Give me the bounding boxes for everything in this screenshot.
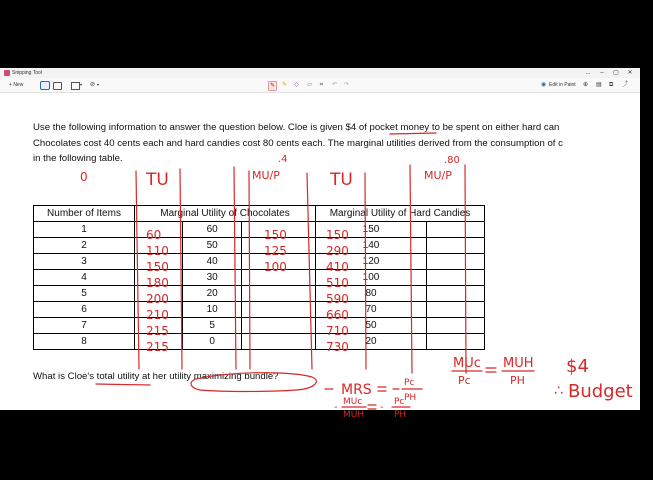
column-line-choc-left (136, 171, 139, 369)
tu-candies-label: TU (330, 170, 353, 190)
new-button[interactable] (9, 78, 23, 92)
highlighter-icon[interactable]: ✎ (281, 82, 288, 88)
circle-utility-maximizing (191, 373, 316, 392)
tu-chocolates-value: 215 (146, 324, 169, 338)
cell-mu-chocolates: 20 (183, 286, 242, 302)
window-title: Snipping Tool (12, 70, 42, 76)
cell-number-of-items: 8 (34, 334, 135, 350)
minimize-button[interactable]: – (600, 70, 604, 76)
column-line-candy-mup-left (410, 165, 412, 373)
tu-candies-value: 410 (326, 260, 349, 274)
tu-chocolates-value: 215 (146, 340, 169, 354)
underline-total-utility (96, 384, 150, 385)
plus-icon: + (9, 82, 12, 88)
column-line-mup-left (234, 167, 236, 369)
cell-mu-hard-candies: 140 (316, 238, 427, 254)
tu-chocolates-value: 60 (146, 228, 162, 242)
cell-mu-chocolates: 5 (183, 318, 242, 334)
more-icon[interactable]: ... (585, 70, 591, 76)
column-line-mup-right (249, 171, 250, 369)
delay-icon[interactable]: ⊘ (90, 82, 96, 88)
therefore-sign: ∴ (554, 383, 563, 399)
column-line-choc-right (180, 169, 182, 369)
budget-word-label: Budget (568, 381, 633, 402)
cell-mu-chocolates: 40 (183, 254, 242, 270)
edit-in-paint-button[interactable]: Edit in Paint (549, 82, 576, 88)
cell-mu-hard-candies: 120 (316, 254, 427, 270)
pc-label: Pc (458, 374, 471, 387)
mu-p-candies-label: MU/P (424, 169, 452, 182)
mu-h-bottom-lhs: MUH (343, 410, 365, 420)
header-number-of-items: Number of Items (34, 206, 135, 222)
paragraph-line: in the following table. (33, 153, 123, 164)
snipping-tool-window (0, 68, 640, 420)
copy-icon[interactable]: ⧉ (609, 82, 614, 88)
cell-number-of-items: 3 (34, 254, 135, 270)
tu-chocolates-value: 210 (146, 308, 169, 322)
price-candies-label: .80 (444, 155, 460, 166)
pc-top-rhs: Pc (394, 397, 405, 407)
screenshot-mode-icon[interactable] (40, 81, 50, 90)
eq-sign-mu-ratio (486, 368, 496, 372)
cell-mu-chocolates: 50 (183, 238, 242, 254)
pen-annotations (0, 93, 640, 420)
undo-icon[interactable]: ↶ (331, 82, 338, 88)
column-line-candy-right (365, 173, 366, 369)
cell-mu-chocolates: 60 (183, 222, 242, 238)
tu-candies-value: 290 (326, 244, 349, 258)
close-button[interactable]: ✕ (627, 70, 633, 76)
eraser-icon[interactable]: ◇ (294, 82, 299, 88)
cell-mu-chocolates: 10 (183, 302, 242, 318)
cell-mu-hard-candies: 150 (316, 222, 427, 238)
tu-candies-value: 730 (326, 340, 349, 354)
snipping-tool-icon (4, 70, 10, 76)
mode-chevron-icon[interactable]: ▾ (80, 82, 83, 87)
column-line-candy-mup-right (465, 165, 466, 373)
tu-chocolates-value: 200 (146, 292, 169, 306)
new-label: New (13, 82, 24, 88)
paragraph-line: Use the following information to answer the question below. Cloe is given $4 of pocket money to be spent on either hard can (33, 122, 560, 133)
tu-candies-value: 150 (326, 228, 349, 242)
eq-sign-mu (368, 405, 376, 409)
ph-label: PH (510, 374, 525, 387)
mu-p-chocolates-label: MU/P (252, 169, 280, 182)
mu-h-label: MUH (503, 356, 534, 371)
cell-mu-hard-candies: 20 (316, 334, 427, 350)
cell-number-of-items: 1 (34, 222, 135, 238)
tu-candies-value: 590 (326, 292, 349, 306)
tu-candies-value: 660 (326, 308, 349, 322)
delay-chevron-icon[interactable]: ▾ (97, 82, 100, 87)
redo-icon[interactable]: ↷ (343, 82, 350, 88)
header-mu-chocolates: Marginal Utility of Chocolates (135, 206, 316, 222)
mrs-label: MRS (341, 382, 372, 398)
zero-label: 0 (80, 170, 88, 184)
paint-icon: ◉ (541, 82, 547, 88)
mu-p-chocolates-value: 125 (264, 244, 287, 258)
zoom-icon[interactable]: ⊕ (583, 82, 589, 88)
tu-candies-value: 510 (326, 276, 349, 290)
toolbar (0, 78, 640, 93)
cell-number-of-items: 5 (34, 286, 135, 302)
snip-canvas (0, 93, 640, 420)
crop-icon[interactable]: ⌗ (319, 82, 324, 88)
cell-number-of-items: 7 (34, 318, 135, 334)
underline-4-dollars (390, 133, 436, 134)
column-line-candy-left (307, 173, 312, 369)
share-icon[interactable]: ⤴ (622, 82, 629, 88)
title-bar (0, 68, 640, 78)
tu-chocolates-value: 150 (146, 260, 169, 274)
mu-c-label: MUc (453, 356, 481, 371)
tu-chocolates-label: TU (146, 170, 169, 190)
neg-sign-pc: - (380, 402, 384, 413)
cell-number-of-items: 6 (34, 302, 135, 318)
cell-number-of-items: 2 (34, 238, 135, 254)
price-chocolates-label: .4 (278, 154, 288, 165)
cell-mu-hard-candies: 80 (316, 286, 427, 302)
cell-mu-chocolates: 30 (183, 270, 242, 286)
save-icon[interactable]: ▤ (596, 82, 602, 88)
ph-bottom-mrs: PH (404, 393, 417, 403)
neg-sign-mu: - (334, 402, 338, 413)
tu-chocolates-value: 110 (146, 244, 169, 258)
cell-mu-hard-candies: 70 (316, 302, 427, 318)
ballpoint-pen-icon[interactable]: ✎ (269, 83, 276, 89)
maximize-button[interactable]: ▢ (613, 70, 619, 76)
ruler-icon[interactable]: ▱ (307, 82, 312, 88)
tu-chocolates-value: 180 (146, 276, 169, 290)
ph-bottom-rhs: PH (394, 410, 407, 420)
question-text: What is Cloe's total utility at her utility maximizing bundle? (33, 371, 279, 382)
pc-top-mrs: Pc (404, 378, 415, 388)
eq-sign-mrs (378, 387, 386, 391)
mu-p-chocolates-value: 100 (264, 260, 287, 274)
mu-p-chocolates-value: 150 (264, 228, 287, 242)
cell-mu-hard-candies: 100 (316, 270, 427, 286)
cell-mu-hard-candies: 50 (316, 318, 427, 334)
budget-money-label: $4 (566, 356, 589, 377)
video-mode-icon[interactable] (53, 82, 62, 90)
paragraph-line: Chocolates cost 40 cents each and hard candies cost 80 cents each. The marginal utilities derived from the consumption of c (33, 137, 563, 149)
cell-mu-chocolates: 0 (183, 334, 242, 350)
mu-c-top-lhs: MUc (343, 397, 363, 407)
header-mu-hard-candies: Marginal Utility of Hard Candies (316, 206, 485, 222)
rectangle-mode-icon[interactable] (71, 82, 80, 90)
tu-candies-value: 710 (326, 324, 349, 338)
cell-number-of-items: 4 (34, 270, 135, 286)
